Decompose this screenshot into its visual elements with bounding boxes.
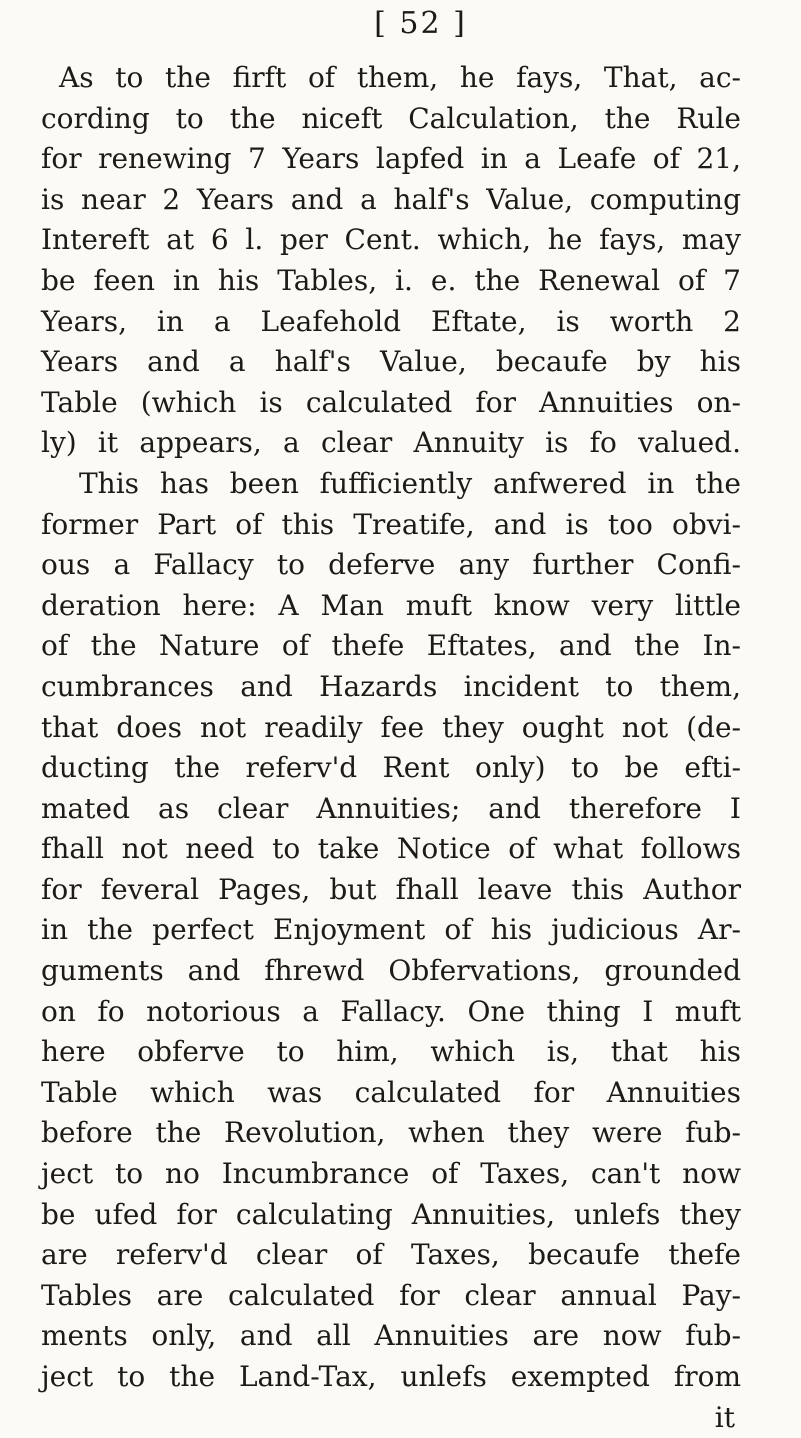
text-line: Intereft at 6 l. per Cent. which, he fays, may — [41, 223, 741, 257]
text-line: for feveral Pages, but fhall leave this Author — [41, 872, 741, 906]
text-line: fhall not need to take Notice of what follows — [41, 832, 741, 866]
text-line: are referv'd clear of Taxes, becaufe thefe — [41, 1238, 741, 1272]
text-line: As to the firft of them, he fays, That, ac- — [59, 61, 741, 94]
text-line: of the Nature of thefe Eftates, and the In- — [41, 629, 741, 663]
text-line: ly) it appears, a clear Annuity is fo valued. — [41, 426, 741, 460]
text-line: ous a Fallacy to deferve any further Confi- — [41, 548, 741, 582]
text-line: be ufed for calculating Annuities, unlefs they — [41, 1197, 741, 1231]
text-line: ject to the Land-Tax, unlefs exempted from — [41, 1360, 741, 1393]
text-line: guments and fhrewd Obfervations, grounded — [41, 954, 741, 988]
text-line: ments only, and all Annuities are now fub- — [41, 1319, 741, 1353]
text-line: Tables are calculated for clear annual Pay- — [41, 1278, 741, 1312]
text-line: deration here: A Man muft know very little — [41, 588, 741, 622]
text-line: be feen in his Tables, i. e. the Renewal of 7 — [41, 263, 741, 297]
text-line: Years and a half's Value, becaufe by his — [41, 345, 741, 379]
text-line: Years, in a Leafehold Eftate, is worth 2 — [41, 304, 741, 338]
text-line: on fo notorious a Fallacy. One thing I muft — [41, 994, 741, 1028]
text-line: that does not readily fee they ought not (de- — [41, 710, 741, 744]
page-number: [ 52 ] — [374, 6, 467, 41]
text-line: for renewing 7 Years lapfed in a Leafe of 21, — [41, 142, 741, 176]
text-line: Table which was calculated for Annuities — [41, 1075, 741, 1109]
body-text — [41, 58, 741, 1438]
text-line: before the Revolution, when they were fub- — [41, 1116, 741, 1150]
text-line: in the perfect Enjoyment of his judicious Ar- — [41, 913, 741, 947]
text-line: is near 2 Years and a half's Value, computing — [41, 182, 741, 216]
text-line: This has been fufficiently anfwered in the — [79, 466, 741, 500]
text-line: ducting the referv'd Rent only) to be efti- — [41, 751, 741, 785]
text-line: Table (which is calculated for Annuities on- — [41, 385, 741, 419]
text-line: former Part of this Treatife, and is too obvi- — [41, 507, 741, 541]
text-line: here obferve to him, which is, that his — [41, 1035, 741, 1069]
text-line: cumbrances and Hazards incident to them, — [41, 669, 741, 703]
text-line: ject to no Incumbrance of Taxes, can't now — [41, 1157, 741, 1191]
catchword: it — [714, 1400, 735, 1434]
text-line: mated as clear Annuities; and therefore I — [41, 791, 741, 825]
text-line: cording to the niceft Calculation, the Rule — [41, 101, 741, 135]
